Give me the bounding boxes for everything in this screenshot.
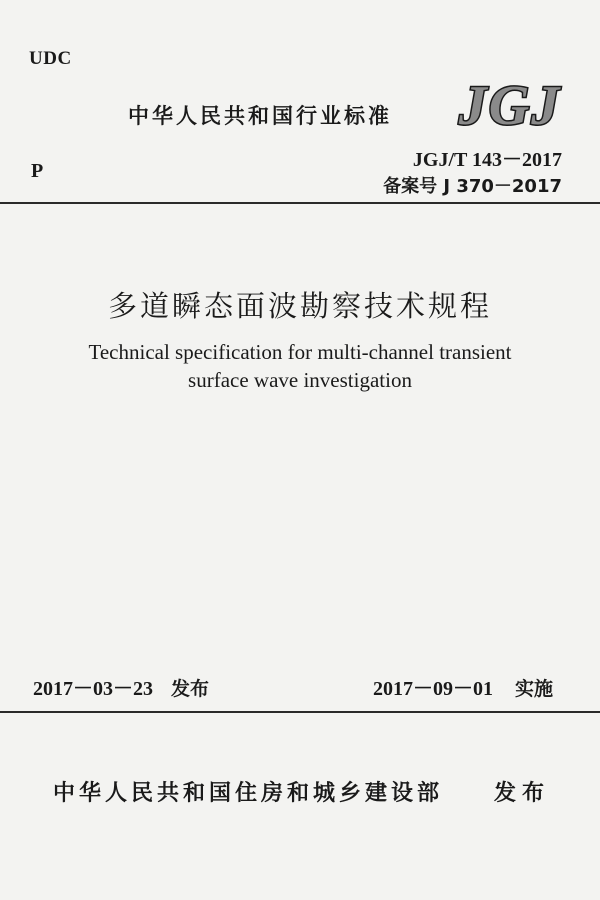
issue-label: 发布 <box>171 678 210 700</box>
issue-date-block <box>33 672 209 701</box>
category-label: P <box>31 160 44 182</box>
effective-date-block <box>373 672 553 701</box>
document-title-english <box>0 338 600 394</box>
publish-label: 发布 <box>494 781 551 806</box>
issue-date: 2017－03－23 <box>33 678 153 700</box>
document-title-chinese: 多道瞬态面波勘察技术规程 <box>107 289 492 323</box>
jgj-logo <box>452 72 568 134</box>
english-title-line-2: surface wave investigation <box>188 368 412 392</box>
logo-text: JGJ <box>458 75 562 134</box>
effective-label: 实施 <box>515 678 554 700</box>
industry-standard-heading: 中华人民共和国行业标准 <box>128 104 392 128</box>
bottom-divider <box>0 711 600 713</box>
publisher-name: 中华人民共和国住房和城乡建设部 <box>53 781 444 806</box>
effective-date: 2017－09－01 <box>373 678 493 700</box>
udc-label: UDC <box>29 48 72 69</box>
standard-code: JGJ/T 143－2017 <box>412 149 562 171</box>
top-divider <box>0 202 600 204</box>
filing-number: 备案号 J 370－2017 <box>383 176 562 197</box>
english-title-line-1: Technical specification for multi-channel transient <box>88 340 512 364</box>
